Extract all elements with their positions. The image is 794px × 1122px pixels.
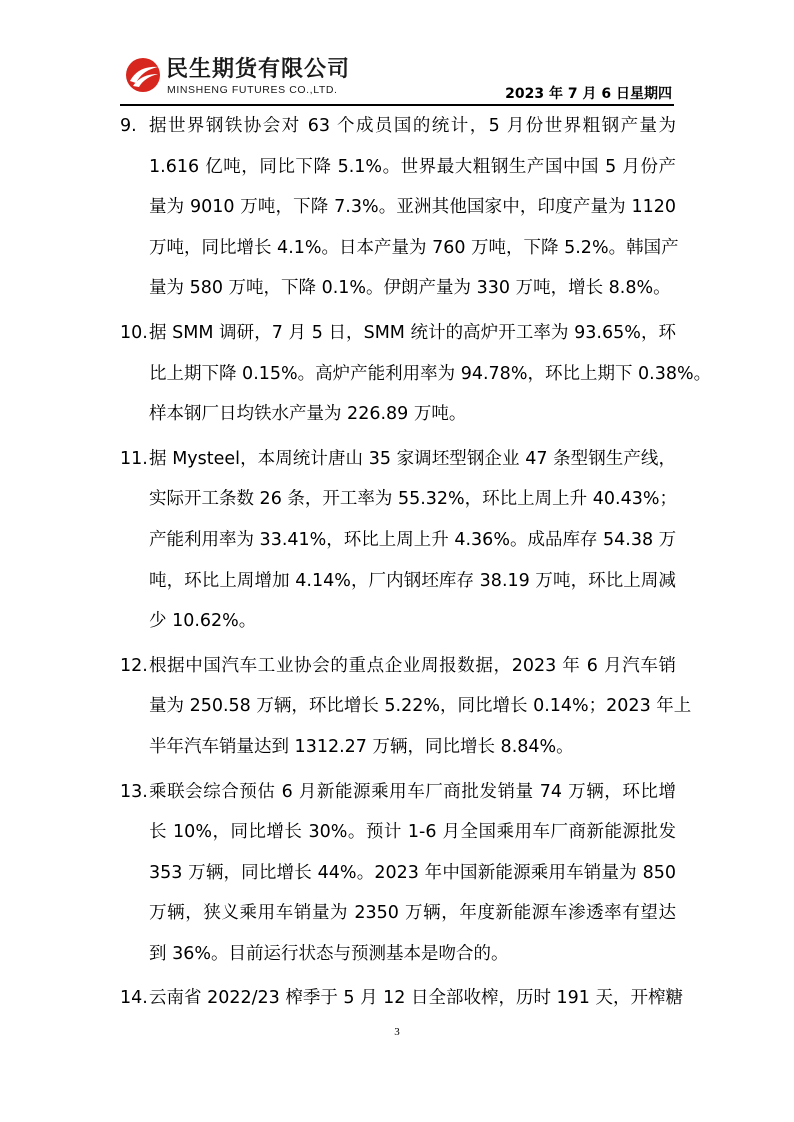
item-number: 11. — [120, 448, 148, 469]
item-text-line: 据 Mysteel，本周统计唐山 35 家调坯型钢企业 47 条型钢生产线， — [149, 448, 676, 469]
item-text-line: 据 SMM 调研，7 月 5 日，SMM 统计的高炉开工率为 93.65%，环 — [149, 322, 676, 343]
list-item — [120, 978, 684, 1019]
item-text-line: 据世界钢铁协会对 63 个成员国的统计，5 月份世界粗钢产量为 — [149, 116, 676, 136]
item-text-line: 根据中国汽车工业协会的重点企业周报数据，2023 年 6 月汽车销 — [149, 655, 676, 676]
item-text-line: 半年汽车销量达到 1312.27 万辆，同比增长 8.84%。 — [149, 736, 574, 757]
item-text-line: 万吨，同比增长 4.1%。日本产量为 760 万吨，下降 5.2%。韩国产 — [149, 237, 679, 258]
item-number: 10. — [120, 322, 148, 343]
item-text-line: 实际开工条数 26 条，开工率为 55.32%，环比上周上升 40.43%； — [149, 489, 677, 510]
item-text-line: 产能利用率为 33.41%，环比上周上升 4.36%。成品库存 54.38 万 — [149, 529, 677, 550]
company-name-cn: 民生期货有限公司 — [166, 57, 351, 82]
item-text-line: 量为 9010 万吨，下降 7.3%。亚洲其他国家中，印度产量为 1120 — [149, 197, 676, 218]
item-text-line: 样本钢厂日均铁水产量为 226.89 万吨。 — [149, 404, 467, 425]
report-date: 2023 年 7 月 6 日星期四 — [505, 86, 672, 102]
company-logo — [124, 52, 364, 102]
list-item — [120, 439, 676, 642]
item-text-line: 353 万辆，同比增长 44%。2023 年中国新能源乘用车销量为 850 — [149, 862, 676, 883]
item-text-line: 乘联会综合预估 6 月新能源乘用车厂商批发销量 74 万辆，环比增 — [149, 781, 676, 802]
item-text-line: 万辆，狭义乘用车销量为 2350 万辆，年度新能源车渗透率有望达 — [149, 903, 676, 924]
item-text-line: 量为 250.58 万辆，环比增长 5.22%，同比增长 0.14%；2023 年上 — [149, 696, 692, 717]
list-item — [120, 106, 679, 309]
minsheng-logo-icon — [124, 56, 162, 94]
item-number: 9. — [120, 116, 137, 136]
item-text-line: 比上期下降 0.15%。高炉产能利用率为 94.78%，环比上期下 0.38%。 — [149, 363, 712, 384]
list-item — [120, 772, 676, 975]
item-text-line: 长 10%，同比增长 30%。预计 1-6 月全国乘用车厂商新能源批发 — [149, 822, 676, 843]
page-number: 3 — [394, 1026, 400, 1038]
item-text-line: 少 10.62%。 — [149, 611, 257, 632]
news-list — [120, 106, 712, 1019]
list-item — [120, 646, 692, 768]
item-text-line: 1.616 亿吨，同比下降 5.1%。世界最大粗钢生产国中国 5 月份产 — [149, 156, 676, 177]
item-number: 12. — [120, 655, 148, 676]
item-text-line: 到 36%。目前运行状态与预测基本是吻合的。 — [149, 943, 509, 964]
company-name-en: MINSHENG FUTURES CO.,LTD. — [167, 84, 338, 96]
list-item — [120, 313, 712, 435]
page-header — [0, 0, 794, 110]
item-number: 13. — [120, 781, 148, 802]
item-text-line: 量为 580 万吨，下降 0.1%。伊朗产量为 330 万吨，增长 8.8%。 — [149, 278, 671, 299]
item-text-line: 吨，环比上周增加 4.14%，厂内钢坯库存 38.19 万吨，环比上周减 — [149, 570, 676, 591]
item-number: 14. — [120, 988, 148, 1009]
item-text-line: 云南省 2022/23 榨季于 5 月 12 日全部收榨，历时 191 天，开榨糖 — [149, 988, 684, 1009]
